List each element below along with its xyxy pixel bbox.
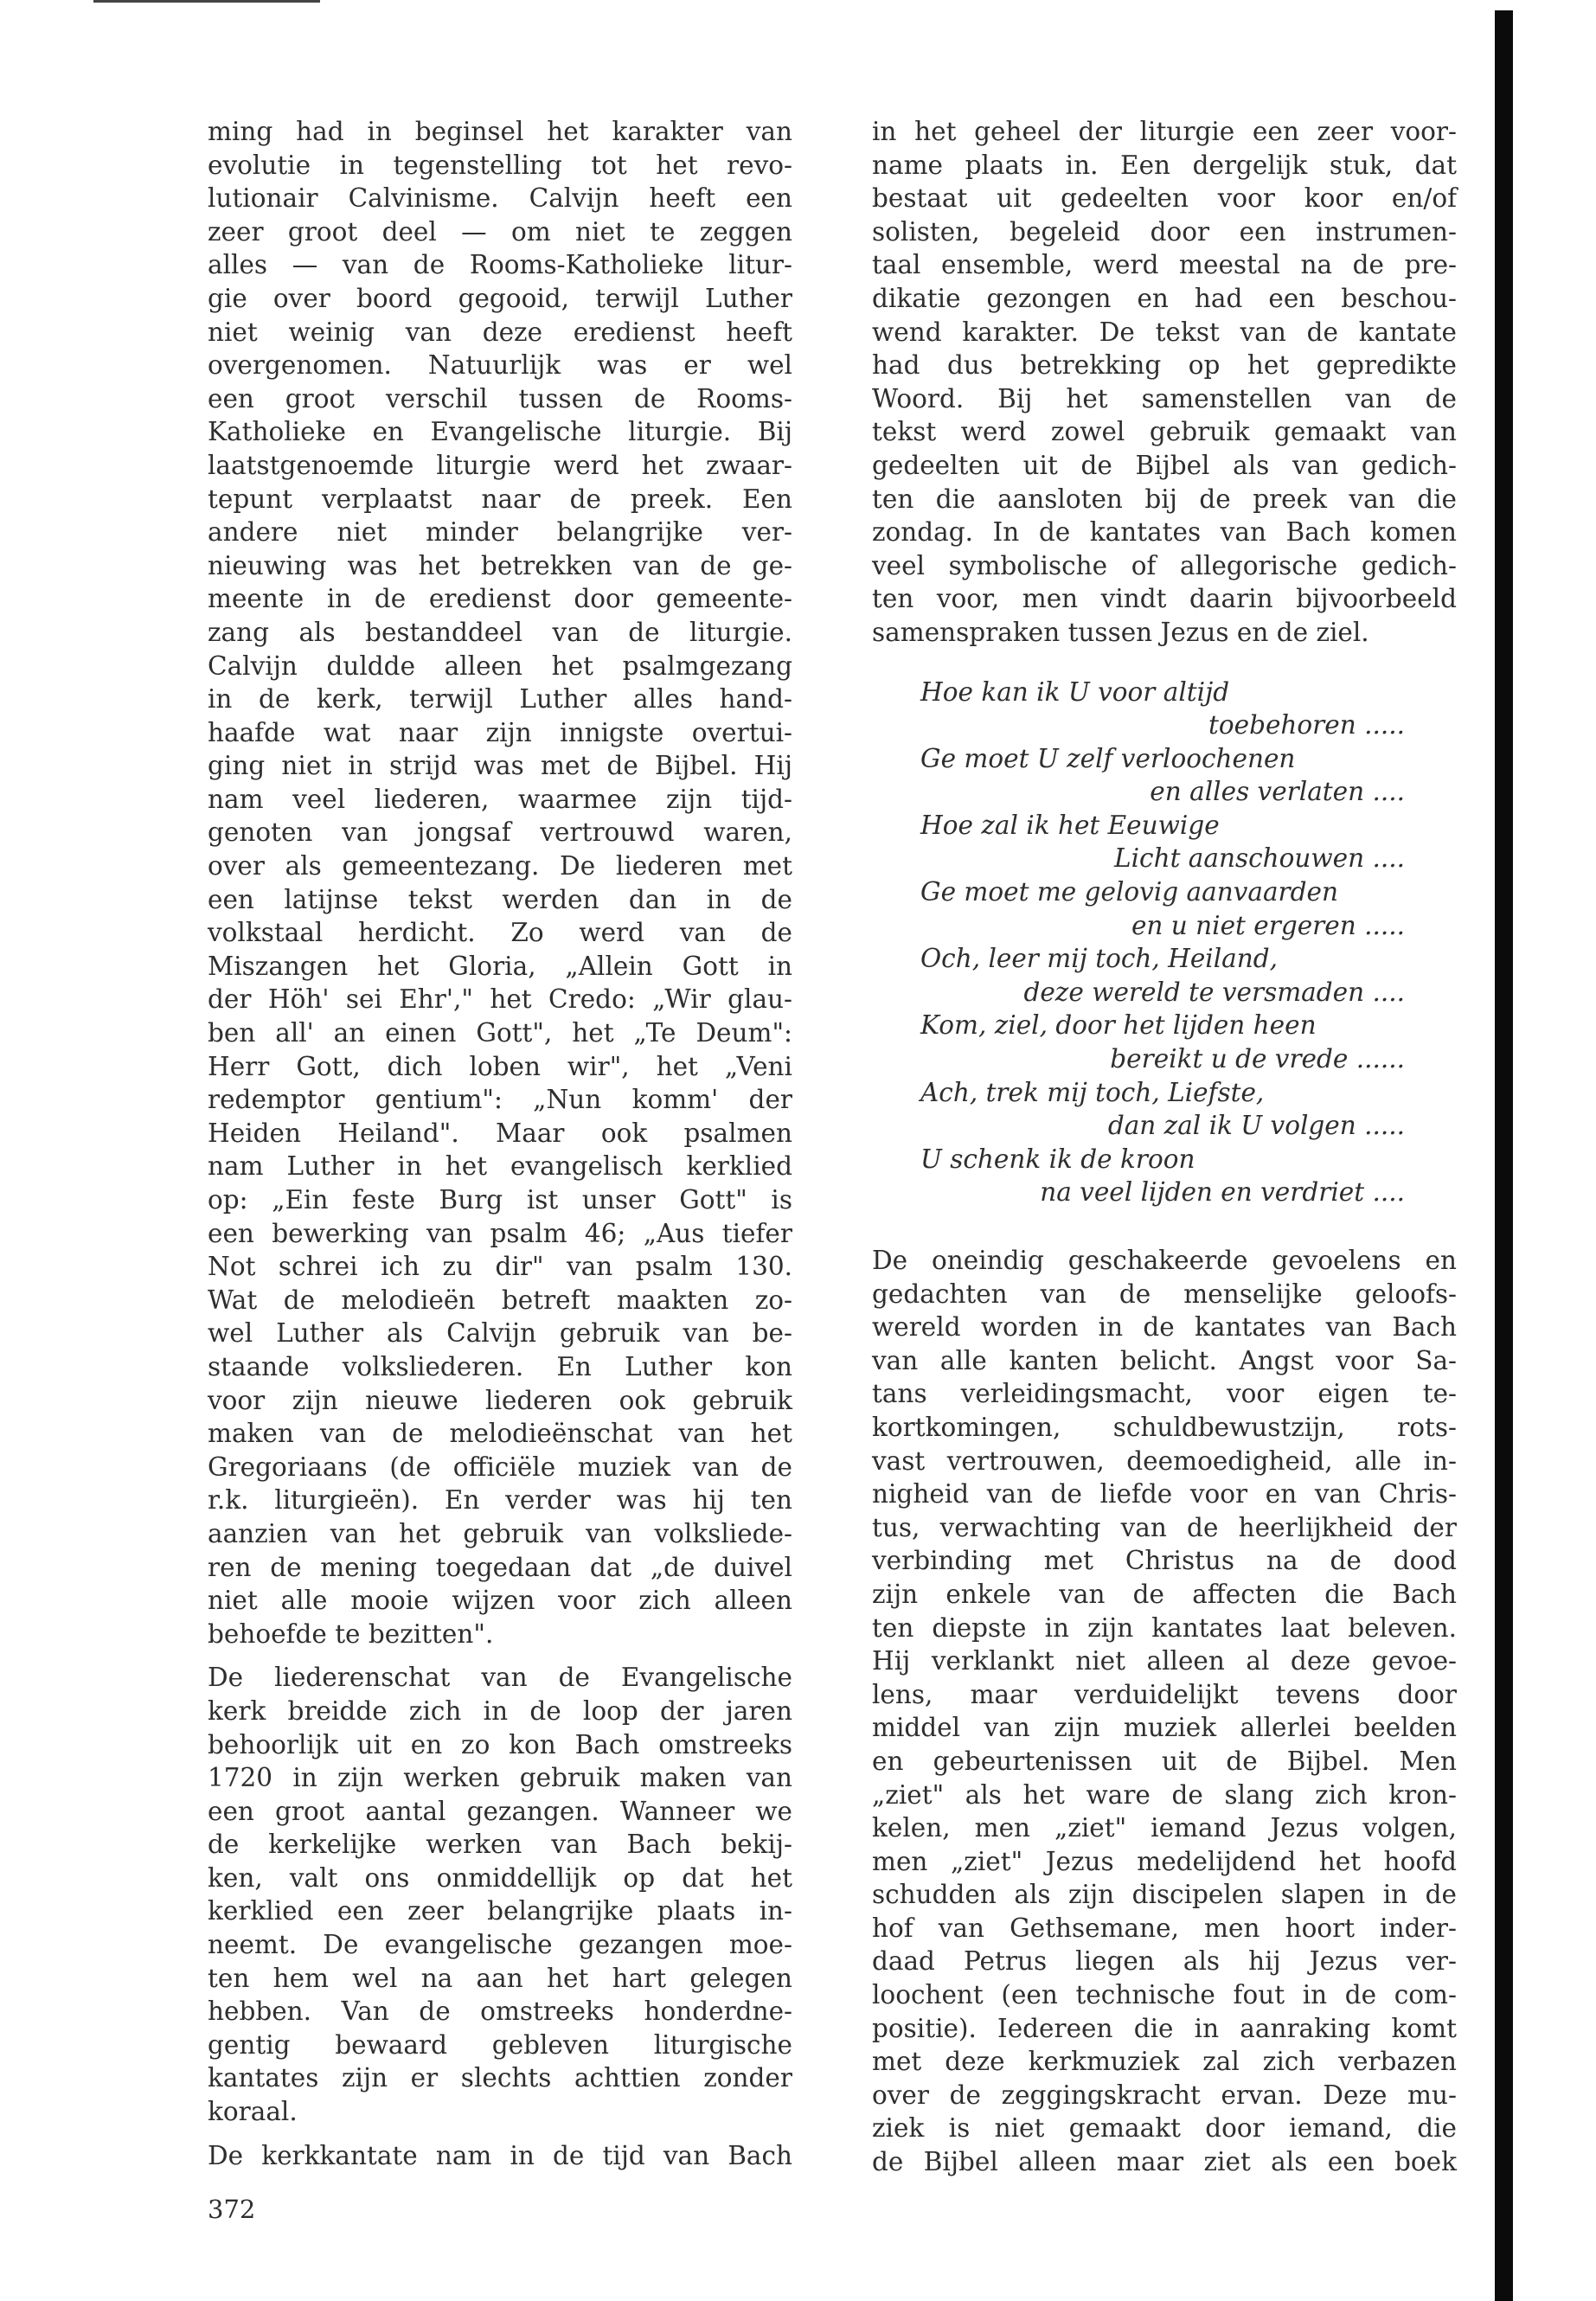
text-line: ming had in beginsel het karakter van bbox=[208, 117, 792, 146]
text-line: Heiden Heiland". Maar ook psalmen bbox=[208, 1118, 792, 1148]
text-line: ten diepste in zijn kantates laat beleven. bbox=[872, 1612, 1457, 1643]
text-line: een groot aantal gezangen. Wanneer we bbox=[208, 1796, 792, 1826]
text-line: over als gemeentezang. De liederen met bbox=[208, 851, 792, 881]
text-line: in het geheel der liturgie een zeer voor- bbox=[872, 117, 1457, 146]
text-line: hebben. Van de omstreeks honderdne- bbox=[208, 1997, 792, 2027]
text-line: laatstgenoemde liturgie werd het zwaar- bbox=[208, 450, 792, 480]
text-line: behoorlijk uit en zo kon Bach omstreeks bbox=[208, 1729, 792, 1759]
text-line: de kerkelijke werken van Bach bekij- bbox=[208, 1830, 792, 1860]
text-line: zang als bestanddeel van de liturgie. bbox=[208, 617, 792, 647]
text-line: gedeelten uit de Bijbel als van gedich- bbox=[872, 450, 1457, 480]
text-line: kelen, men „ziet" iemand Jezus volgen, bbox=[872, 1813, 1457, 1843]
right-column bbox=[872, 115, 1457, 2189]
poem bbox=[920, 676, 1457, 1210]
text-line: zondag. In de kantates van Bach komen bbox=[872, 517, 1457, 548]
text-line: aanzien van het gebruik van volksliede- bbox=[208, 1518, 792, 1548]
text-line: ren de mening toegedaan dat „de duivel bbox=[208, 1552, 792, 1582]
left-paragraph-1 bbox=[208, 115, 792, 1650]
text-line: staande volksliederen. En Luther kon bbox=[208, 1351, 792, 1381]
text-line: Herr Gott, dich loben wir", het „Veni bbox=[208, 1051, 792, 1081]
text-line: veel symbolische of allegorische gedich- bbox=[872, 550, 1457, 580]
text-line: solisten, begeleid door een instrumen- bbox=[872, 216, 1457, 247]
page-number: 372 bbox=[208, 2195, 256, 2224]
text-line: op: „Ein feste Burg ist unser Gott" is bbox=[208, 1185, 792, 1215]
text-line: lens, maar verduidelijkt tevens door bbox=[872, 1679, 1457, 1709]
text-line: Katholieke en Evangelische liturgie. Bij bbox=[208, 417, 792, 447]
poem-line-continuation: bereikt u de vrede ...... bbox=[1110, 1044, 1405, 1074]
text-line: 1720 in zijn werken gebruik maken van bbox=[208, 1763, 792, 1793]
poem-line: Hoe kan ik U voor altijd bbox=[920, 676, 1230, 707]
text-line: kantates zijn er slechts achttien zonder bbox=[208, 2063, 792, 2093]
text-line: „ziet" als het ware de slang zich kron- bbox=[872, 1779, 1457, 1810]
text-line: wend karakter. De tekst van de kantate bbox=[872, 317, 1457, 347]
text-line: had dus betrekking op het gepredikte bbox=[872, 350, 1457, 381]
text-line: redemptor gentium": „Nun komm' der bbox=[208, 1085, 792, 1115]
poem-line: Och, leer mij toch, Heiland, bbox=[920, 944, 1279, 974]
text-line: volkstaal herdicht. Zo werd van de bbox=[208, 918, 792, 948]
text-line: ben all' an einen Gott", het „Te Deum": bbox=[208, 1018, 792, 1048]
poem-line-continuation: Licht aanschouwen .... bbox=[1114, 843, 1405, 874]
text-line: Hij verklankt niet alleen al deze gevoe- bbox=[872, 1646, 1457, 1676]
text-line: over de zeggingskracht ervan. Deze mu- bbox=[872, 2080, 1457, 2110]
text-line: middel van zijn muziek allerlei beelden bbox=[872, 1713, 1457, 1743]
text-line: ten hem wel na aan het hart gelegen bbox=[208, 1963, 792, 1993]
text-line: daad Petrus liegen als hij Jezus ver- bbox=[872, 1946, 1457, 1977]
text-line: evolutie in tegenstelling tot het revo- bbox=[208, 150, 792, 180]
text-line: zijn enkele van de affecten die Bach bbox=[872, 1579, 1457, 1609]
text-line: genoten van jongsaf vertrouwd waren, bbox=[208, 817, 792, 848]
text-line: een groot verschil tussen de Rooms- bbox=[208, 383, 792, 413]
text-line: nam Luther in het evangelisch kerklied bbox=[208, 1151, 792, 1182]
left-column bbox=[208, 115, 792, 2182]
text-line: voor zijn nieuwe liederen ook gebruik bbox=[208, 1385, 792, 1415]
text-line: r.k. liturgieën). En verder was hij ten bbox=[208, 1485, 792, 1516]
text-line: tekst werd zowel gebruik gemaakt van bbox=[872, 417, 1457, 447]
text-line: een bewerking van psalm 46; „Aus tiefer bbox=[208, 1218, 792, 1248]
text-line: alles — van de Rooms-Katholieke litur- bbox=[208, 250, 792, 280]
text-line: wereld worden in de kantates van Bach bbox=[872, 1312, 1457, 1343]
text-line: name plaats in. Een dergelijk stuk, dat bbox=[872, 150, 1457, 180]
text-line: met deze kerkmuziek zal zich verbazen bbox=[872, 2047, 1457, 2077]
text-line: men „ziet" Jezus medelijdend het hoofd bbox=[872, 1846, 1457, 1876]
text-line: tus, verwachting van de heerlijkheid der bbox=[872, 1512, 1457, 1542]
right-paragraph-2 bbox=[872, 1244, 1457, 2179]
poem-line: Ge moet me gelovig aanvaarden bbox=[920, 877, 1338, 907]
text-line: kerk breidde zich in de loop der jaren bbox=[208, 1695, 792, 1726]
poem-line: Ge moet U zelf verloochenen bbox=[920, 743, 1296, 773]
text-line: gedachten van de menselijke geloofs- bbox=[872, 1279, 1457, 1309]
text-line: tepunt verplaatst naar de preek. Een bbox=[208, 484, 792, 514]
text-line: maken van de melodieënschat van het bbox=[208, 1419, 792, 1449]
text-line: lutionair Calvinisme. Calvijn heeft een bbox=[208, 183, 792, 214]
poem-line-continuation: dan zal ik U volgen ..... bbox=[1107, 1111, 1405, 1141]
text-line: Woord. Bij het samenstellen van de bbox=[872, 383, 1457, 413]
text-line: De kerkkantate nam in de tijd van Bach bbox=[208, 2140, 792, 2170]
text-line: taal ensemble, werd meestal na de pre- bbox=[872, 250, 1457, 280]
left-paragraph-3 bbox=[208, 2139, 792, 2173]
text-line: Gregoriaans (de officiële muziek van de bbox=[208, 1452, 792, 1482]
text-line: in de kerk, terwijl Luther alles hand- bbox=[208, 684, 792, 715]
text-line: samenspraken tussen Jezus en de ziel. bbox=[872, 617, 1369, 647]
text-line: De liederenschat van de Evangelische bbox=[208, 1663, 792, 1693]
text-line: nigheid van de liefde voor en van Chris- bbox=[872, 1479, 1457, 1509]
text-line: koraal. bbox=[208, 2097, 298, 2127]
text-line: niet alle mooie wijzen voor zich alleen bbox=[208, 1586, 792, 1616]
text-line: dikatie gezongen en had een beschou- bbox=[872, 283, 1457, 313]
text-line: overgenomen. Natuurlijk was er wel bbox=[208, 350, 792, 381]
text-line: ten die aansloten bij de preek van die bbox=[872, 484, 1457, 514]
text-line: hof van Gethsemane, men hoort inder- bbox=[872, 1913, 1457, 1943]
text-line: nam veel liederen, waarmee zijn tijd- bbox=[208, 784, 792, 814]
text-line: gie over boord gegooid, terwijl Luther bbox=[208, 283, 792, 313]
text-line: ken, valt ons onmiddellijk op dat het bbox=[208, 1862, 792, 1893]
text-line: Not schrei ich zu dir" van psalm 130. bbox=[208, 1252, 792, 1282]
text-line: ging niet in strijd was met de Bijbel. Hij bbox=[208, 751, 792, 781]
text-line: van alle kanten belicht. Angst voor Sa- bbox=[872, 1345, 1457, 1375]
text-line: positie). Iedereen die in aanraking komt bbox=[872, 2013, 1457, 2043]
text-line: bestaat uit gedeelten voor koor en/of bbox=[872, 183, 1457, 214]
text-line: behoefde te bezitten". bbox=[208, 1618, 494, 1649]
text-line: schudden als zijn discipelen slapen in de bbox=[872, 1880, 1457, 1910]
poem-line: Kom, ziel, door het lijden heen bbox=[920, 1010, 1317, 1041]
text-line: verbinding met Christus na de dood bbox=[872, 1546, 1457, 1576]
text-line: andere niet minder belangrijke ver- bbox=[208, 517, 792, 548]
text-line: kortkomingen, schuldbewustzijn, rots- bbox=[872, 1412, 1457, 1442]
right-paragraph-1 bbox=[872, 115, 1457, 650]
poem-line-continuation: deze wereld te versmaden .... bbox=[1023, 977, 1405, 1007]
top-rule bbox=[93, 0, 320, 3]
text-line: ziek is niet gemaakt door iemand, die bbox=[872, 2113, 1457, 2144]
poem-line-continuation: na veel lijden en verdriet .... bbox=[1040, 1177, 1405, 1208]
text-line: niet weinig van deze eredienst heeft bbox=[208, 317, 792, 347]
text-line: loochent (een technische fout in de com- bbox=[872, 1980, 1457, 2010]
text-line: nieuwing was het betrekken van de ge- bbox=[208, 550, 792, 580]
text-line: een latijnse tekst werden dan in de bbox=[208, 884, 792, 914]
text-line: kerklied een zeer belangrijke plaats in- bbox=[208, 1896, 792, 1926]
text-line: Miszangen het Gloria, „Allein Gott in bbox=[208, 951, 792, 981]
text-line: zeer groot deel — om niet te zeggen bbox=[208, 216, 792, 247]
poem-line-continuation: en alles verlaten .... bbox=[1150, 777, 1405, 807]
poem-line: Hoe zal ik het Eeuwige bbox=[920, 810, 1220, 840]
left-paragraph-2 bbox=[208, 1661, 792, 2128]
text-line: de Bijbel alleen maar ziet als een boek bbox=[872, 2147, 1457, 2177]
text-line: haafde wat naar zijn innigste overtui- bbox=[208, 717, 792, 747]
text-line: De oneindig geschakeerde gevoelens en bbox=[872, 1246, 1457, 1275]
text-line: en gebeurtenissen uit de Bijbel. Men bbox=[872, 1746, 1457, 1776]
text-line: tans verleidingsmacht, voor eigen te- bbox=[872, 1379, 1457, 1409]
text-line: ten voor, men vindt daarin bijvoorbeeld bbox=[872, 584, 1457, 614]
text-line: neemt. De evangelische gezangen moe- bbox=[208, 1930, 792, 1960]
text-line: Wat de melodieën betreft maakten zo- bbox=[208, 1285, 792, 1315]
text-line: vast vertrouwen, deemoedigheid, alle in- bbox=[872, 1445, 1457, 1476]
poem-line-continuation: toebehoren ..... bbox=[1208, 710, 1405, 740]
scan-edge-shadow bbox=[1495, 10, 1513, 2301]
text-line: der Höh' sei Ehr'," het Credo: „Wir glau- bbox=[208, 984, 792, 1015]
poem-line: Ach, trek mij toch, Liefste, bbox=[920, 1077, 1265, 1107]
poem-line: U schenk ik de kroon bbox=[920, 1144, 1195, 1174]
text-line: gentig bewaard gebleven liturgische bbox=[208, 2029, 792, 2060]
poem-line-continuation: en u niet ergeren ..... bbox=[1131, 910, 1405, 940]
text-line: wel Luther als Calvijn gebruik van be- bbox=[208, 1318, 792, 1349]
text-line: meente in de eredienst door gemeente- bbox=[208, 584, 792, 614]
text-line: Calvijn duldde alleen het psalmgezang bbox=[208, 651, 792, 681]
